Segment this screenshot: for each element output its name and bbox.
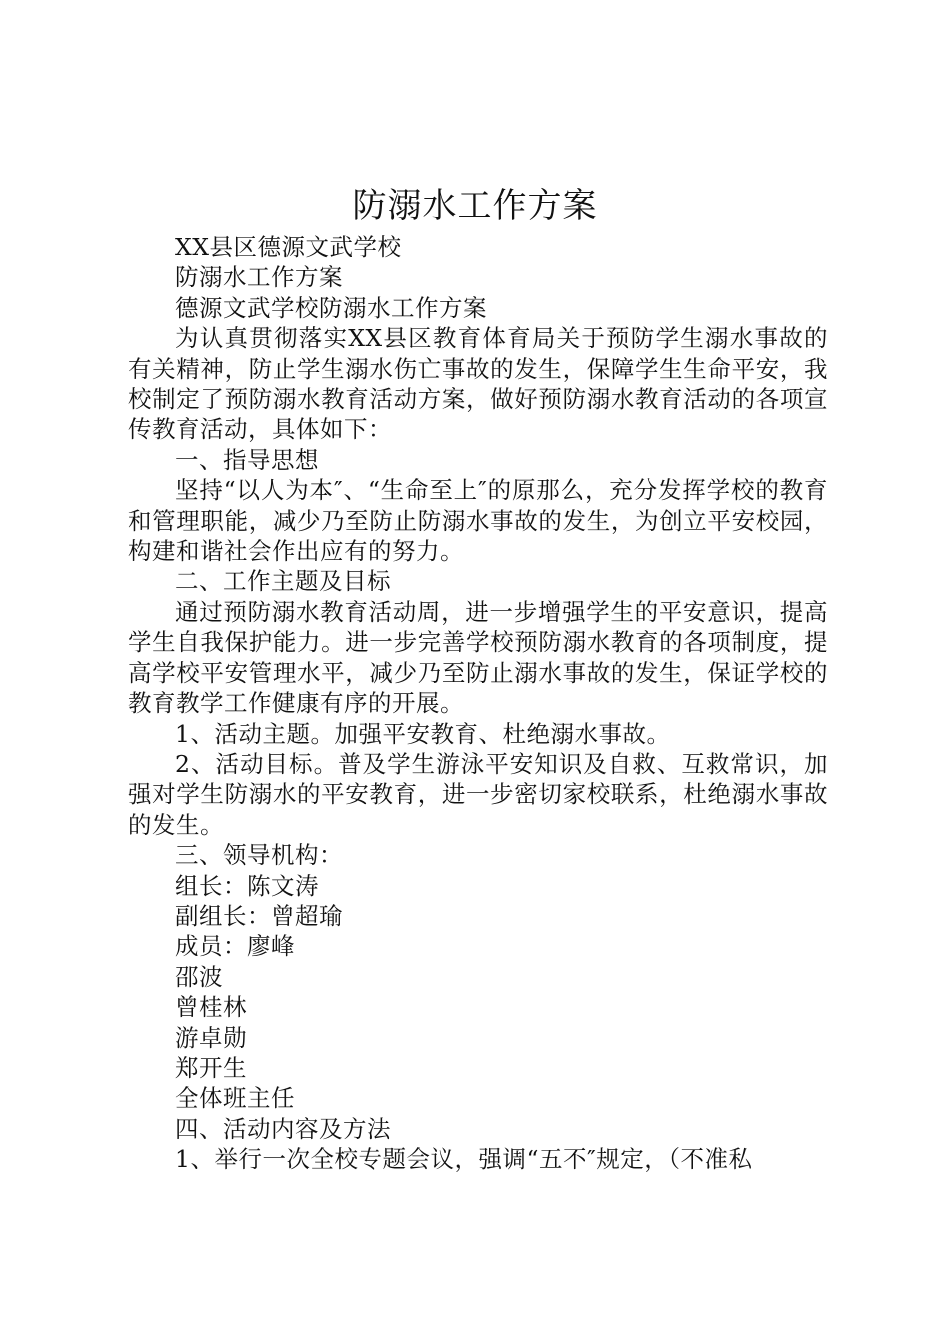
- intro-paragraph: 为认真贯彻落实XX县区教育体育局关于预防学生溺水事故的有关精神，防止学生溺水伤亡事故的发生，保障学生生命平安，我校制定了预防溺水教育活动方案，做好预防溺水教育活动的各项宣传教育活动，具体如下：: [128, 324, 828, 444]
- school-name-line: XX县区德源文武学校: [175, 233, 402, 261]
- plan-full-title-line: 德源文武学校防溺水工作方案: [175, 293, 487, 322]
- member-line: 郑开生: [175, 1053, 247, 1082]
- plan-title-line: 防溺水工作方案: [175, 263, 343, 292]
- theme-goals-paragraph: 通过预防溺水教育活动周，进一步增强学生的平安意识，提高学生自我保护能力。进一步完善学校预防溺水教育的各项制度，提高学校平安管理水平，减少乃至防止溺水事故的发生，保证学校的教育教学工作健康有序的开展。: [128, 597, 828, 718]
- member-line: 曾桂林: [175, 993, 247, 1022]
- member-line: 邵波: [175, 962, 223, 991]
- activity-theme-item: 1、活动主题。加强平安教育、杜绝溺水事故。: [175, 719, 671, 748]
- document-body: [128, 232, 828, 1175]
- section-heading-guiding-thought: 一、指导思想: [175, 445, 319, 474]
- member-line: 成员：廖峰: [175, 932, 295, 961]
- activity-goal-item: 2、活动目标。普及学生游泳平安知识及自救、互救常识，加强对学生防溺水的平安教育，进一步密切家校联系，杜绝溺水事故的发生。: [128, 749, 828, 839]
- deputy-leader-line: 副组长：曾超瑜: [175, 901, 343, 930]
- leader-line: 组长：陈文涛: [175, 871, 319, 900]
- member-line: 游卓勋: [175, 1023, 247, 1052]
- document-title: 防溺水工作方案: [352, 186, 598, 226]
- member-line: 全体班主任: [175, 1084, 295, 1113]
- section-heading-activities: 四、活动内容及方法: [175, 1114, 391, 1143]
- guiding-thought-paragraph: 坚持“以人为本″、“生命至上″的原那么，充分发挥学校的教育和管理职能，减少乃至防止防溺水事故的发生，为创立平安校园，构建和谐社会作出应有的努力。: [128, 476, 828, 566]
- section-heading-leadership: 三、领导机构：: [175, 841, 343, 870]
- activity-item: 1、举行一次全校专题会议，强调“五不″规定，（不准私: [175, 1145, 753, 1174]
- section-heading-theme-goals: 二、工作主题及目标: [175, 567, 391, 596]
